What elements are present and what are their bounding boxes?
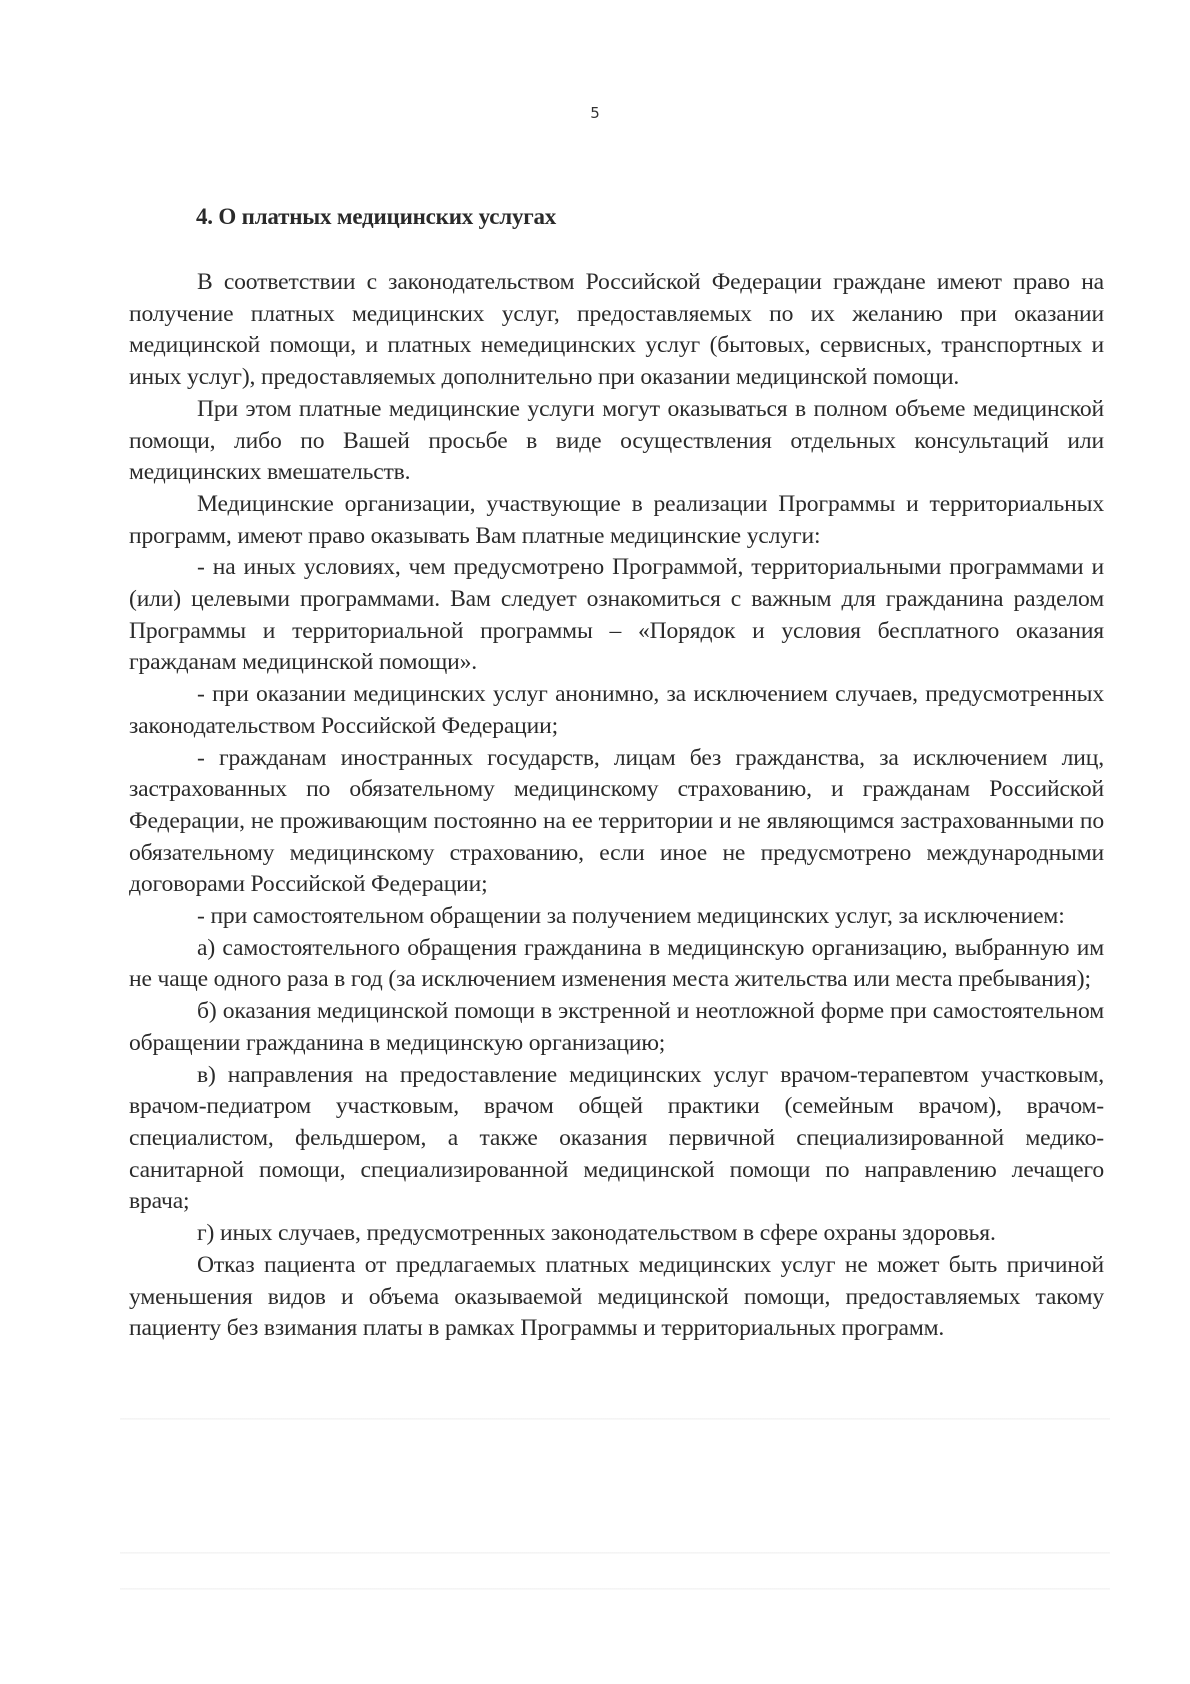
list-item: - на иных условиях, чем предусмотрено Программой, территориальными программами и (или) целевыми программами. Вам следует ознакомиться с важным для гражданина разделом Программы и территориальной программы – «Порядок и условия бесплатного оказания гражданам медицинской помощи». [129,554,1104,676]
paragraph-intro: В соответствии с законодательством Российской Федерации граждане имеют право на получение платных медицинских услуг, предоставляемых по их желанию при оказании медицинской помощи, и платных немедицинских услуг (бытовых, сервисных, транспортных и иных услуг), предоставляемых дополнительно при оказании медицинской помощи. [129,269,1104,391]
list-item: - при самостоятельном обращении за получением медицинских услуг, за исключением: [197,903,1065,930]
section-body [129,267,1104,1345]
scan-artifact-line [120,1588,1110,1590]
paragraph-refusal: Отказ пациента от предлагаемых платных медицинских услуг не может быть причиной уменьшения видов и объема оказываемой медицинской помощи, предоставляемых такому пациенту без взимания платы в рамках Программы и территориальных программ. [129,1251,1104,1342]
scan-artifact-line [120,1552,1110,1554]
list-item: - гражданам иностранных государств, лицам без гражданства, за исключением лиц, застрахованных по обязательному медицинскому страхованию, и гражданам Российской Федерации, не проживающим постоянно на ее территории и не являющимся застрахованными по обязательному медицинскому страхованию, если иное не предусмотрено международными договорами Российской Федерации; [129,744,1104,898]
sub-list-item: в) направления на предоставление медицинских услуг врачом-терапевтом участковым, врачом-педиатром участковым, врачом общей практики (семейным врачом), врачом-специалистом, фельдшером, а также оказания первичной специализированной медико-санитарной помощи, специализированной медицинской помощи по направлению лечащего врача; [129,1061,1104,1215]
sub-list-item: а) самостоятельного обращения гражданина в медицинскую организацию, выбранную им не чаще одного раза в год (за исключением изменения места жительства или места пребывания); [129,934,1104,993]
paragraph-scope: При этом платные медицинские услуги могут оказываться в полном объеме медицинской помощи, либо по Вашей просьбе в виде осуществления отдельных консультаций или медицинских вмешательств. [129,395,1104,486]
sub-list-item: г) иных случаев, предусмотренных законодательством в сфере охраны здоровья. [197,1220,996,1247]
scan-artifact-line [120,1418,1110,1420]
sub-list-item: б) оказания медицинской помощи в экстренной и неотложной форме при самостоятельном обращении гражданина в медицинскую организацию; [129,998,1104,1056]
page-number: 5 [590,104,600,122]
section-heading: 4. О платных медицинских услугах [196,204,557,229]
paragraph-organizations: Медицинские организации, участвующие в реализации Программы и территориальных программ, имеют право оказывать Вам платные медицинские услуги: [129,490,1104,549]
list-item: - при оказании медицинских услуг анонимно, за исключением случаев, предусмотренных законодательством Российской Федерации; [129,681,1104,739]
